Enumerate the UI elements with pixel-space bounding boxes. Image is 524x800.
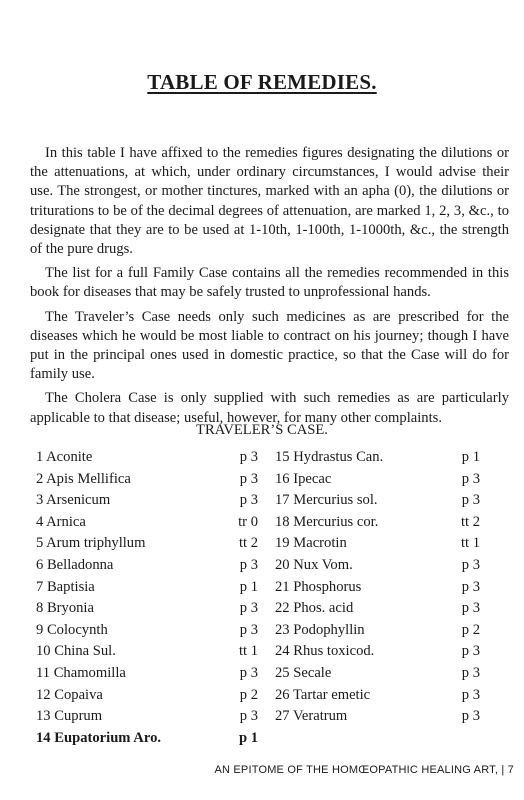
intro-text (30, 144, 509, 433)
remedy-row (36, 555, 258, 577)
remedy-row (275, 447, 480, 469)
remedy-row (275, 620, 480, 642)
remedy-row (36, 598, 258, 620)
remedy-row (275, 663, 480, 685)
remedy-row (275, 577, 480, 599)
remedy-potency: p 3 (461, 643, 480, 660)
remedy-potency: p 3 (461, 708, 480, 725)
remedy-potency: p 3 (461, 556, 480, 573)
remedy-name: 24 Rhus toxicod. (275, 643, 375, 660)
remedy-potency: tt 2 (460, 513, 480, 530)
remedy-potency: tt 2 (238, 535, 258, 552)
remedy-row (36, 620, 258, 642)
remedy-list-left (36, 447, 258, 749)
remedy-potency: tt 1 (238, 643, 258, 660)
remedy-row (36, 447, 258, 469)
remedy-row (275, 512, 480, 534)
remedy-row (36, 706, 258, 728)
remedy-name: 22 Phos. acid (275, 600, 354, 617)
remedy-name: 2 Apis Mellifica (36, 470, 131, 487)
paragraph: The Traveler’s Case needs only such medicines as are prescribed for the diseases which he would be most liable to contract on his journey; though I have put in the principal ones used in domestic practice, so that the Case will do for family use. (30, 308, 509, 383)
remedy-name: 20 Nux Vom. (275, 556, 353, 573)
page-title: TABLE OF REMEDIES. (147, 70, 377, 94)
remedy-row (36, 685, 258, 707)
remedy-name: 21 Phosphorus (275, 578, 362, 595)
remedy-row (36, 512, 258, 534)
remedy-potency: p 3 (461, 686, 480, 703)
remedy-row (275, 490, 480, 512)
page-footer: AN EPITOME OF THE HOMŒOPATHIC HEALING ART, | 7 (214, 764, 514, 776)
remedy-name: 14 Eupatorium Aro. (36, 729, 162, 746)
remedy-name: 11 Chamomilla (36, 664, 126, 681)
paragraph: The Cholera Case is only supplied with such remedies as are particularly applicable to that disease; useful, however, for many other complaints. (30, 390, 509, 426)
remedy-potency: p 2 (461, 621, 480, 638)
remedy-potency: p 3 (239, 600, 258, 617)
remedy-name: 16 Ipecac (275, 470, 332, 487)
section-heading: TRAVELER’S CASE. (196, 422, 328, 438)
remedy-name: 1 Aconite (36, 449, 93, 465)
remedy-name: 17 Mercurius sol. (275, 492, 378, 509)
remedy-name: 19 Macrotin (275, 535, 347, 552)
remedy-row (36, 490, 258, 512)
remedy-name: 13 Cuprum (36, 708, 103, 725)
remedy-potency: p 3 (239, 492, 258, 509)
remedy-potency: p 3 (239, 664, 258, 681)
remedy-potency: p 3 (461, 664, 480, 681)
remedy-potency: p 3 (239, 621, 258, 638)
remedy-name: 9 Colocynth (36, 621, 108, 638)
remedy-potency: p 1 (239, 578, 258, 595)
remedy-potency: p 3 (239, 708, 258, 725)
remedy-potency: p 1 (461, 449, 480, 465)
remedy-row (36, 663, 258, 685)
remedy-name: 26 Tartar emetic (275, 686, 371, 703)
remedy-potency: p 3 (239, 449, 258, 465)
remedy-name: 7 Baptisia (36, 578, 95, 595)
remedy-potency: p 3 (239, 556, 258, 573)
remedy-potency: p 3 (239, 470, 258, 487)
remedy-row (275, 706, 480, 728)
remedy-name: 23 Podophyllin (275, 621, 365, 638)
remedy-row (36, 469, 258, 491)
remedy-list-right (275, 447, 480, 728)
remedy-row (275, 555, 480, 577)
remedy-name: 8 Bryonia (36, 600, 94, 617)
remedy-row (36, 577, 258, 599)
remedy-row (36, 533, 258, 555)
remedy-potency: p 3 (461, 600, 480, 617)
remedy-row (275, 533, 480, 555)
remedy-potency: p 3 (461, 470, 480, 487)
remedy-potency: tr 0 (238, 513, 258, 530)
remedy-name: 6 Belladonna (36, 556, 114, 573)
remedy-row (275, 469, 480, 491)
remedy-name: 27 Veratrum (275, 708, 348, 725)
paragraph: In this table I have affixed to the remedies figures designating the dilutions or the attenuations, at which, under ordinary circumstances, I would advise their use. The strongest, or mother tinctures, marked with an apha (0), the dilutions or triturations to be of the decimal degrees of attenuation, are marked 1, 2, 3, &c., to designate that they are to be used at 1-10th, 1-100th, 1-1000th, &c., the strength of the pure drugs. (30, 145, 509, 258)
remedy-potency: p 3 (461, 578, 480, 595)
remedy-row (36, 728, 258, 750)
remedy-row (275, 641, 480, 663)
remedy-potency: p 1 (238, 729, 258, 746)
remedy-name: 12 Copaiva (36, 686, 103, 703)
remedy-row (36, 641, 258, 663)
remedy-name: 3 Arsenicum (36, 492, 111, 509)
remedy-name: 4 Arnica (36, 513, 86, 530)
remedy-name: 18 Mercurius cor. (275, 513, 379, 530)
remedy-row (275, 598, 480, 620)
remedy-name: 15 Hydrastus Can. (275, 449, 384, 465)
remedy-row (275, 685, 480, 707)
remedy-name: 10 China Sul. (36, 643, 116, 660)
remedy-potency: tt 1 (460, 535, 480, 552)
remedy-potency: p 2 (239, 686, 258, 703)
remedy-potency: p 3 (461, 492, 480, 509)
remedy-name: 5 Arum triphyllum (36, 535, 146, 552)
remedy-name: 25 Secale (275, 664, 332, 681)
paragraph: The list for a full Family Case contains all the remedies recommended in this book for diseases that may be safely trusted to unprofessional hands. (30, 265, 509, 301)
